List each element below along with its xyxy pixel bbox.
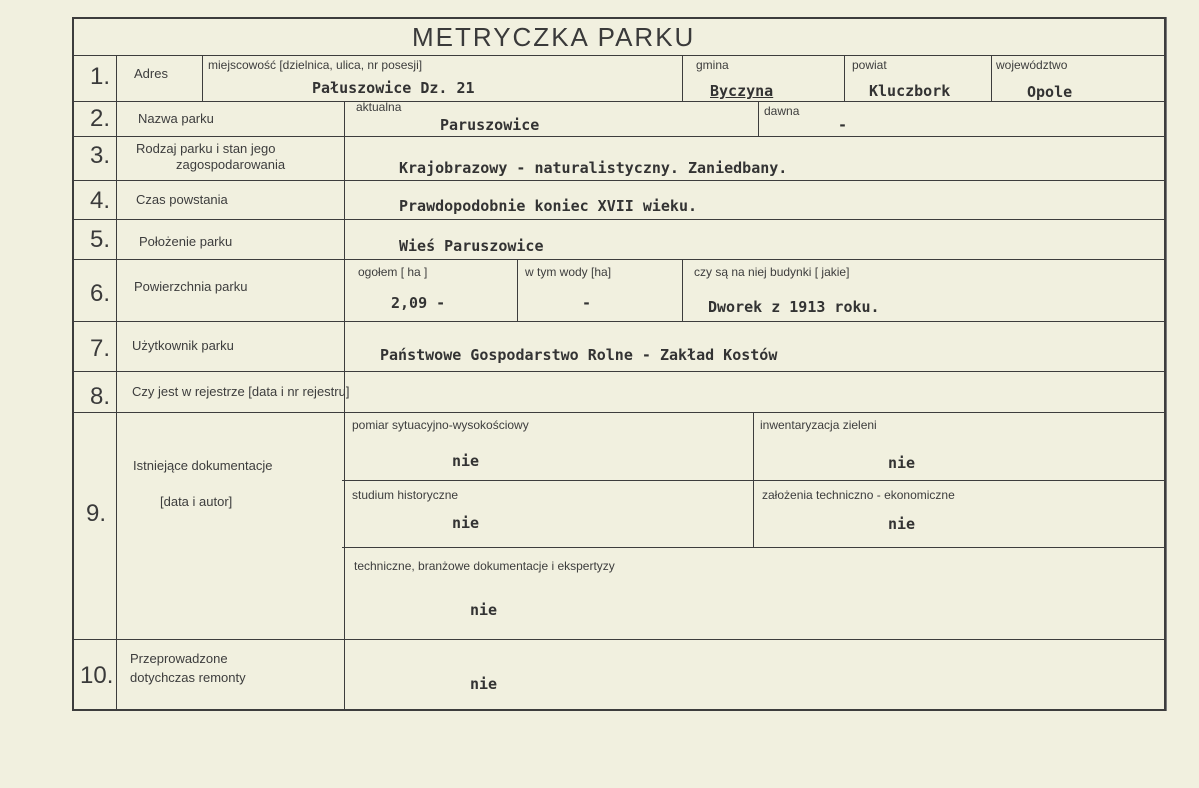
location-value: Wieś Paruszowice — [399, 237, 544, 255]
creation-time-value: Prawdopodobnie koniec XVII wieku. — [399, 197, 698, 215]
row-number: 1. — [90, 63, 111, 90]
table-rule-vertical — [844, 55, 845, 101]
technical-docs-value: nie — [470, 601, 498, 619]
former-name-value: - — [838, 116, 848, 134]
table-rule-vertical — [344, 101, 345, 711]
survey-label: pomiar sytuacyjno-wysokościowy — [352, 418, 529, 432]
location-label: Położenie parku — [139, 234, 233, 249]
row-number: 8. — [90, 383, 111, 410]
table-rule-vertical — [758, 101, 759, 136]
documentation-label-line2: [data i autor] — [160, 494, 233, 509]
table-rule-horizontal — [74, 101, 1164, 102]
table-rule-horizontal — [74, 136, 1164, 137]
table-rule-horizontal — [342, 547, 1164, 548]
row-number: 10. — [80, 662, 114, 689]
form-title: METRYCZKA PARKU — [412, 22, 696, 52]
row-number: 4. — [90, 187, 111, 214]
powiat-value: Kluczbork — [869, 82, 951, 100]
table-rule-vertical — [682, 259, 683, 321]
row-number: 9. — [86, 500, 107, 527]
tech-economic-value: nie — [888, 515, 916, 533]
row-number: 2. — [90, 105, 111, 132]
table-rule-vertical — [202, 55, 203, 101]
repairs-label-line2: dotychczas remonty — [130, 670, 246, 685]
register-label: Czy jest w rejestrze [data i nr rejestru] — [132, 384, 350, 399]
technical-docs-label: techniczne, branżowe dokumentacje i ekspertyzy — [354, 559, 615, 573]
documentation-label-line1: Istniejące dokumentacje — [133, 458, 273, 473]
table-rule-horizontal — [74, 259, 1164, 260]
park-type-label-line2: zagospodarowania — [176, 157, 286, 172]
park-type-value: Krajobrazowy - naturalistyczny. Zaniedbany. — [399, 159, 788, 177]
row-number: 5. — [90, 226, 111, 253]
greenery-inventory-label: inwentaryzacja zieleni — [760, 418, 877, 432]
current-name-label: aktualna — [356, 100, 402, 114]
table-rule-horizontal — [74, 371, 1164, 372]
total-area-label: ogołem [ ha ] — [358, 265, 428, 279]
user-label: Użytkownik parku — [132, 338, 234, 353]
creation-time-label: Czas powstania — [136, 192, 228, 207]
row-number: 6. — [90, 280, 111, 307]
survey-value: nie — [452, 452, 480, 470]
table-rule-horizontal — [74, 639, 1164, 640]
table-rule-horizontal — [74, 321, 1164, 322]
page-edge — [1166, 17, 1167, 711]
repairs-label-line1: Przeprowadzone — [130, 651, 228, 666]
historical-study-value: nie — [452, 514, 480, 532]
user-value: Państwowe Gospodarstwo Rolne - Zakład Kostów — [380, 346, 778, 364]
area-label: Powierzchnia parku — [134, 279, 248, 294]
historical-study-label: studium historyczne — [352, 488, 459, 502]
current-name-value: Paruszowice — [440, 116, 540, 134]
park-record-card — [72, 17, 1166, 711]
voivodeship-label: województwo — [996, 58, 1068, 72]
gmina-label: gmina — [696, 58, 729, 72]
row-number: 7. — [90, 335, 111, 362]
buildings-value: Dworek z 1913 roku. — [708, 298, 880, 316]
address-label: Adres — [134, 66, 168, 81]
total-area-value: 2,09 - — [391, 294, 446, 312]
powiat-label: powiat — [852, 58, 887, 72]
locality-label: miejscowość [dzielnica, ulica, nr posesji] — [208, 58, 423, 72]
water-area-label: w tym wody [ha] — [525, 265, 612, 279]
park-type-label-line1: Rodzaj parku i stan jego — [136, 141, 276, 156]
locality-value: Pałuszowice Dz. 21 — [312, 79, 475, 97]
water-area-value: - — [582, 294, 592, 312]
table-rule-vertical — [753, 412, 754, 547]
table-rule-horizontal — [74, 180, 1164, 181]
table-rule-vertical — [116, 55, 117, 711]
table-rule-vertical — [991, 55, 992, 101]
table-rule-horizontal — [74, 55, 1164, 56]
table-rule-horizontal — [74, 412, 1164, 413]
buildings-label: czy są na niej budynki [ jakie] — [694, 265, 850, 279]
former-name-label: dawna — [764, 104, 800, 118]
gmina-value: Byczyna — [710, 82, 774, 100]
voivodeship-value: Opole — [1027, 83, 1073, 101]
park-name-label: Nazwa parku — [138, 111, 214, 126]
tech-economic-label: założenia techniczno - ekonomiczne — [762, 488, 955, 502]
table-rule-horizontal — [74, 219, 1164, 220]
table-rule-vertical — [682, 55, 683, 101]
row-number: 3. — [90, 142, 111, 169]
table-rule-vertical — [517, 259, 518, 321]
greenery-inventory-value: nie — [888, 454, 916, 472]
repairs-value: nie — [470, 675, 498, 693]
